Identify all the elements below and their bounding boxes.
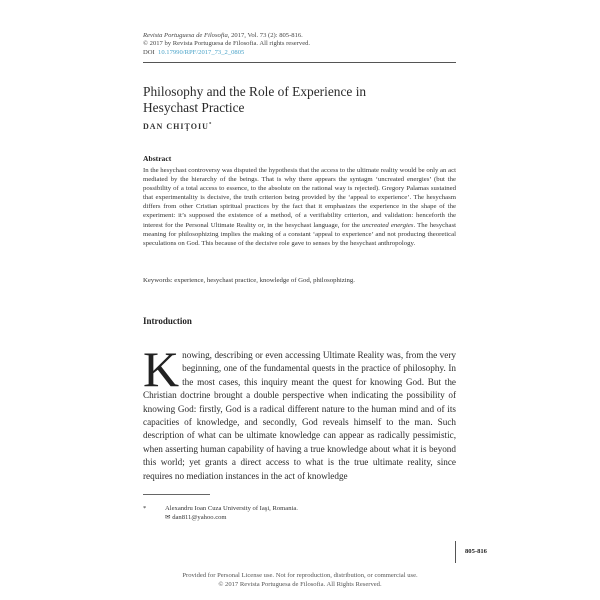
affiliation: Alexandru Ioan Cuza University of Iaşi, Romania. (165, 505, 298, 512)
title-line-1: Philosophy and the Role of Experience in (143, 84, 367, 99)
footnote-mark: * (143, 505, 147, 512)
abstract-part-1: In the hesychast controversy was disputed the hypothesis that the access to the ultimate reality would be only an act mediated by the hierarchy of the beings. That is why there appears the syntagm ‘uncreated energies’ (but the possibility of a total access to essence, to the absolute on the rational way is rejected). Gregory Palamas sustained that experimentality is decisive, the truth criterion being provided by the ‘appeal to experience’. The hesychasm differs from other Cristian spiritual practices by the fact that it emphasizes the experience in the shape of the experiment: it’s supposed the existence of a method, of a verifiability criterion, and validation: henceforth the interest for the Personal Ultimate Reality or, in the hesychast language, for the (143, 167, 456, 229)
abstract-part-2: . The hesychast meaning for philosophizing implies the making of a constant ‘appeal to experience’ and not producing theoretical speculations on God. This because of the decisive role gave to senses by the hesychast anthropology. (143, 221, 456, 247)
introduction-heading: Introduction (143, 316, 192, 326)
title-line-2: Hesychast Practice (143, 100, 245, 115)
journal-header (143, 32, 310, 57)
abstract-text (143, 166, 456, 248)
doi-label: DOI (143, 48, 155, 56)
footnote-divider (143, 494, 210, 495)
footnote-affiliation-line (143, 504, 298, 513)
author-name: DAN CHIŢOIU (143, 122, 209, 131)
abstract-heading: Abstract (143, 154, 172, 163)
abstract-italic: uncreated energies (361, 221, 414, 229)
header-divider (143, 62, 456, 63)
drop-cap: K (143, 341, 180, 397)
introduction-paragraph: nowing, describing or even accessing Ultimate Reality was, from the very beginning, one of the fundamental quests in the practice of philosophy. In the most cases, this inquiry meant the quest for knowing God. But the Christian doctrine brought a double perspective when indicating the possibility of knowing God: firstly, God is a radical different nature to the human mind and of its capacities of knowledge, and secondly, God reveals himself to the man. Such description of what can be ultimate knowledge can appear as radically pessimistic, when asserting human capability of having a true knowledge about what it is beyond this world; yet grants a direct access to what is the true ultimate reality, since requires no mediation instances in the act of knowledge (143, 350, 456, 481)
page-range-bar (455, 541, 456, 563)
article-title (143, 84, 366, 116)
license-footer (0, 571, 600, 589)
citation: , 2017, Vol. 73 (2): 805-816. (227, 32, 303, 39)
introduction-text (143, 341, 456, 483)
envelope-icon: ✉ (165, 514, 171, 521)
keywords: Keywords: experience, hesychast practice, knowledge of God, philosophizing. (143, 277, 355, 284)
doi-link[interactable]: 10.17990/RPF/2017_73_2_0805 (158, 48, 245, 56)
doi-line (143, 49, 310, 57)
author (143, 122, 211, 131)
journal-name: Revista Portuguesa de Filosofia (143, 32, 228, 39)
license-line: Provided for Personal License use. Not for reproduction, distribution, or commercial use. (182, 572, 418, 579)
author-footnote-mark: * (208, 122, 212, 128)
author-email[interactable]: dan811@yahoo.com (172, 514, 227, 521)
copyright-line: © 2017 by Revista Portuguesa de Filosofia. All rights reserved. (143, 40, 311, 48)
footnote (143, 504, 298, 522)
citation-line (143, 32, 310, 40)
page-range: 805-816 (465, 548, 487, 555)
footnote-email-line (165, 513, 298, 522)
footer-copyright: © 2017 Revista Portuguesa de Filosofia. All Rights Reserved. (218, 581, 382, 589)
